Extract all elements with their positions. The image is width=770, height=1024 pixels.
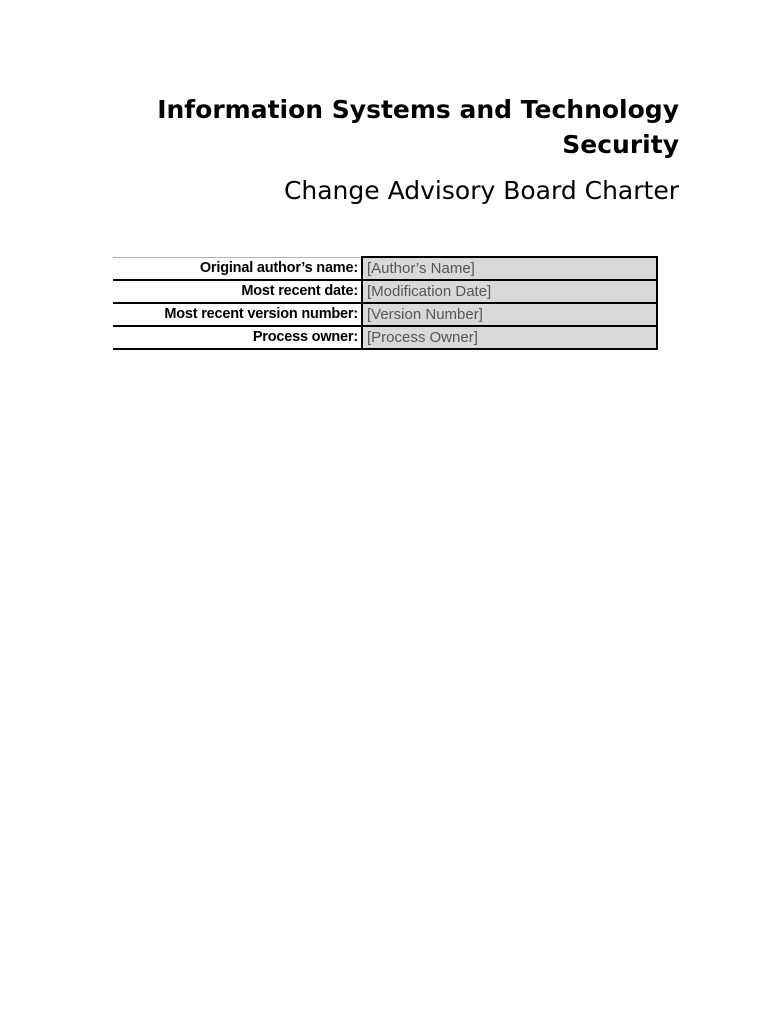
table-row xyxy=(113,280,657,303)
document-title: Information Systems and Technology Security xyxy=(157,95,679,159)
table-row xyxy=(113,257,657,280)
author-name-field[interactable]: [Author’s Name] xyxy=(362,257,657,280)
document-info-table xyxy=(113,256,658,350)
recent-date-field[interactable]: [Modification Date] xyxy=(362,280,657,303)
table-row xyxy=(113,326,657,349)
document-subtitle: Change Advisory Board Charter xyxy=(283,176,679,205)
author-name-label: Original author’s name: xyxy=(113,257,362,280)
table-row xyxy=(113,303,657,326)
process-owner-label: Process owner: xyxy=(113,326,362,349)
process-owner-field[interactable]: [Process Owner] xyxy=(362,326,657,349)
recent-date-label: Most recent date: xyxy=(113,280,362,303)
version-number-label: Most recent version number: xyxy=(113,303,362,326)
version-number-field[interactable]: [Version Number] xyxy=(362,303,657,326)
